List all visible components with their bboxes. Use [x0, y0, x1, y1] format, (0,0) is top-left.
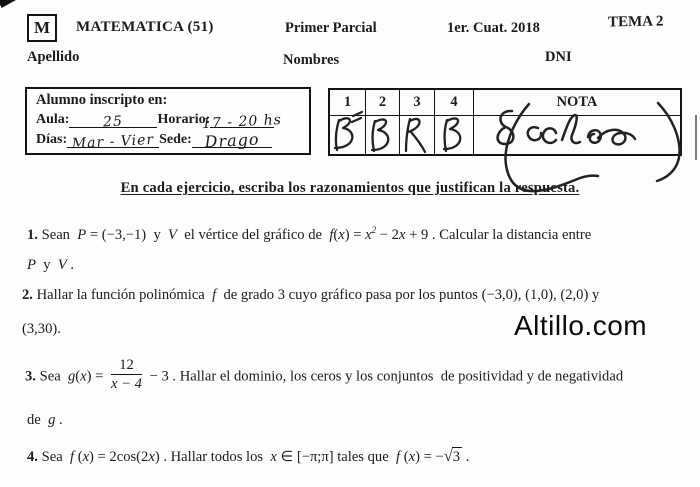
horario-label: Horario: — [157, 112, 211, 127]
grade-header-3: 3 — [400, 90, 435, 116]
exam-title: Primer Parcial — [285, 20, 377, 36]
grade-table — [328, 88, 682, 156]
term-label: 1er. Cuat. 2018 — [447, 20, 540, 36]
dni-field-label: DNI — [545, 49, 572, 65]
exercise-3-line-2: de g . — [27, 412, 63, 428]
exercise-2-line-1: 2. Hallar la función polinómica f de grado 3 cuyo gráfico pasa por los puntos (−3,0), (1,0), (2,0) y — [22, 287, 600, 303]
grade-header-1: 1 — [330, 90, 366, 116]
dias-label: Días: — [36, 132, 68, 147]
watermark-text: Altillo.com — [514, 310, 648, 341]
horario-blank — [202, 111, 283, 133]
enrollment-line-dias-sede — [36, 129, 272, 153]
exam-instruction: En cada ejercicio, escriba los razonamientos que justifican la respuesta. — [120, 180, 580, 196]
grade-cell-4 — [435, 116, 474, 154]
grade-cell-nota — [474, 116, 680, 154]
subject-logo-letter: M — [33, 18, 51, 37]
enrollment-box — [25, 87, 311, 155]
grade-header-nota: NOTA — [474, 90, 680, 116]
subject-logo-box — [27, 14, 57, 42]
exercise-3-line-1: 3. Sea g(x) = $\frac{12}{x - 4}$ − 3 . Hallar el dominio, los ceros y los conjuntos de positividad y de negatividad — [25, 357, 624, 393]
scan-artifact-corner — [0, 0, 16, 8]
nombres-field-label: Nombres — [283, 52, 340, 68]
exercise-1-line-1: 1. Sean P = (−3,−1) y V el vértice del gráfico de $f(x) = x^2 - 2x + 9$ . Calcular la distancia entre — [27, 225, 592, 243]
aula-label: Aula: — [36, 112, 70, 127]
enrollment-line-aula-horario — [36, 111, 283, 133]
sede-handwritten-value: Drago — [203, 129, 260, 152]
sede-blank — [192, 129, 272, 152]
tema-label: TEMA 2 — [607, 13, 664, 31]
course-title: MATEMATICA (51) — [76, 19, 214, 35]
sede-label: Sede: — [159, 132, 192, 147]
grade-cell-3 — [400, 116, 435, 154]
scan-artifact-edge — [695, 115, 697, 160]
grade-cell-2 — [366, 116, 400, 154]
exercise-2-line-2: (3,30). — [22, 321, 61, 337]
exercise-1-line-2: P y V . — [27, 257, 75, 273]
enrollment-box-title: Alumno inscripto en: — [36, 92, 168, 108]
grade-header-4: 4 — [435, 90, 474, 116]
apellido-field-label: Apellido — [27, 49, 80, 65]
exercise-4-line-1: 4. Sea f (x) = 2cos(2x) . Hallar todos los x ∈ [−π;π] tales que f (x) = − √ 3 . — [27, 446, 470, 465]
horario-handwritten-value: 17 - 20 hs — [202, 111, 283, 133]
aula-blank — [69, 111, 157, 131]
dias-blank — [67, 131, 159, 153]
grade-header-2: 2 — [366, 90, 400, 116]
dias-handwritten-value: Mar - Vier — [71, 131, 155, 153]
grade-cell-1 — [330, 116, 366, 154]
aula-handwritten-value: 25 — [103, 113, 124, 131]
